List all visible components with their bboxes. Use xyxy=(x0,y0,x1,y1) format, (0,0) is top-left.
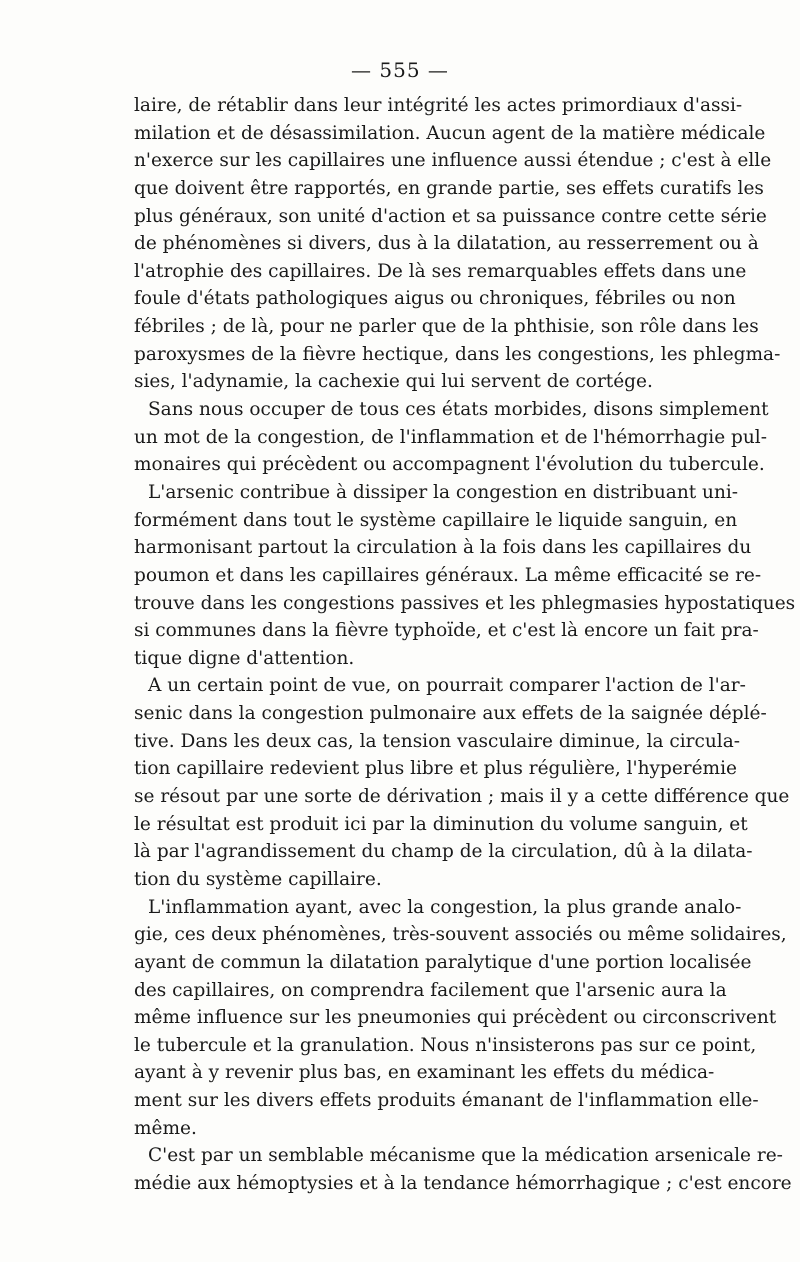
text-line: trouve dans les congestions passives et les phlegmasies hypostatiques xyxy=(134,592,796,614)
text-line: là par l'agrandissement du champ de la circulation, dû à la dilata- xyxy=(134,841,753,863)
text-line: fébriles ; de là, pour ne parler que de la phthisie, son rôle dans les xyxy=(134,316,759,338)
text-line: se résout par une sorte de dérivation ; mais il y a cette différence que xyxy=(134,786,790,808)
text-line: n'exerce sur les capillaires une influence aussi étendue ; c'est à elle xyxy=(134,150,772,172)
text-line: ayant de commun la dilatation paralytique d'une portion localisée xyxy=(134,951,752,973)
text-line: ayant à y revenir plus bas, en examinant les effets du médica- xyxy=(134,1062,715,1084)
text-line: même. xyxy=(134,1117,197,1139)
text-line: paroxysmes de la fièvre hectique, dans les congestions, les phlegma- xyxy=(134,343,781,365)
text-line: médie aux hémoptysies et à la tendance hémorrhagique ; c'est encore xyxy=(134,1172,792,1194)
text-line: harmonisant partout la circulation à la fois dans les capillaires du xyxy=(134,537,752,559)
text-line: monaires qui précèdent ou accompagnent l'évolution du tubercule. xyxy=(134,454,765,476)
text-line: si communes dans la fièvre typhoïde, et c'est là encore un fait pra- xyxy=(134,620,759,642)
body-text xyxy=(134,92,796,1198)
text-line: le résultat est produit ici par la diminution du volume sanguin, et xyxy=(134,813,748,835)
page-number: — 555 — xyxy=(351,58,449,82)
text-line: gie, ces deux phénomènes, très-souvent associés ou même solidaires, xyxy=(134,924,787,946)
text-line: même influence sur les pneumonies qui précèdent ou circonscrivent xyxy=(134,1007,777,1029)
text-line: des capillaires, on comprendra facilement que l'arsenic aura la xyxy=(134,979,727,1001)
text-line: que doivent être rapportés, en grande partie, ses effets curatifs les xyxy=(134,177,764,199)
text-line: L'inflammation ayant, avec la congestion, la plus grande analo- xyxy=(148,896,742,918)
text-line: tive. Dans les deux cas, la tension vasculaire diminue, la circula- xyxy=(134,730,741,752)
text-line: ment sur les divers effets produits émanant de l'inflammation elle- xyxy=(134,1090,759,1112)
text-line: foule d'états pathologiques aigus ou chroniques, fébriles ou non xyxy=(134,288,736,310)
text-line: Sans nous occuper de tous ces états morbides, disons simplement xyxy=(148,399,769,421)
text-line: C'est par un semblable mécanisme que la médication arsenicale re- xyxy=(148,1145,783,1167)
text-line: senic dans la congestion pulmonaire aux effets de la saignée déplé- xyxy=(134,703,767,725)
text-line: L'arsenic contribue à dissiper la congestion en distribuant uni- xyxy=(148,481,739,503)
text-line: formément dans tout le système capillaire le liquide sanguin, en xyxy=(134,509,738,531)
text-line: sies, l'adynamie, la cachexie qui lui servent de cortége. xyxy=(134,371,653,393)
text-line: plus généraux, son unité d'action et sa puissance contre cette série xyxy=(134,205,767,227)
text-line: de phénomènes si divers, dus à la dilatation, au resserrement ou à xyxy=(134,233,759,255)
text-line: poumon et dans les capillaires généraux. La même efficacité se re- xyxy=(134,564,762,586)
text-line: tion capillaire redevient plus libre et plus régulière, l'hyperémie xyxy=(134,758,737,780)
text-line: un mot de la congestion, de l'inflammation et de l'hémorrhagie pul- xyxy=(134,426,767,448)
text-line: milation et de désassimilation. Aucun agent de la matière médicale xyxy=(134,122,766,144)
text-line: A un certain point de vue, on pourrait comparer l'action de l'ar- xyxy=(148,675,746,697)
text-line: tique digne d'attention. xyxy=(134,647,355,669)
text-line: le tubercule et la granulation. Nous n'insisterons pas sur ce point, xyxy=(134,1034,757,1056)
text-line: tion du système capillaire. xyxy=(134,868,382,890)
text-line: l'atrophie des capillaires. De là ses remarquables effets dans une xyxy=(134,260,747,282)
text-line: laire, de rétablir dans leur intégrité les actes primordiaux d'assi- xyxy=(134,95,743,116)
